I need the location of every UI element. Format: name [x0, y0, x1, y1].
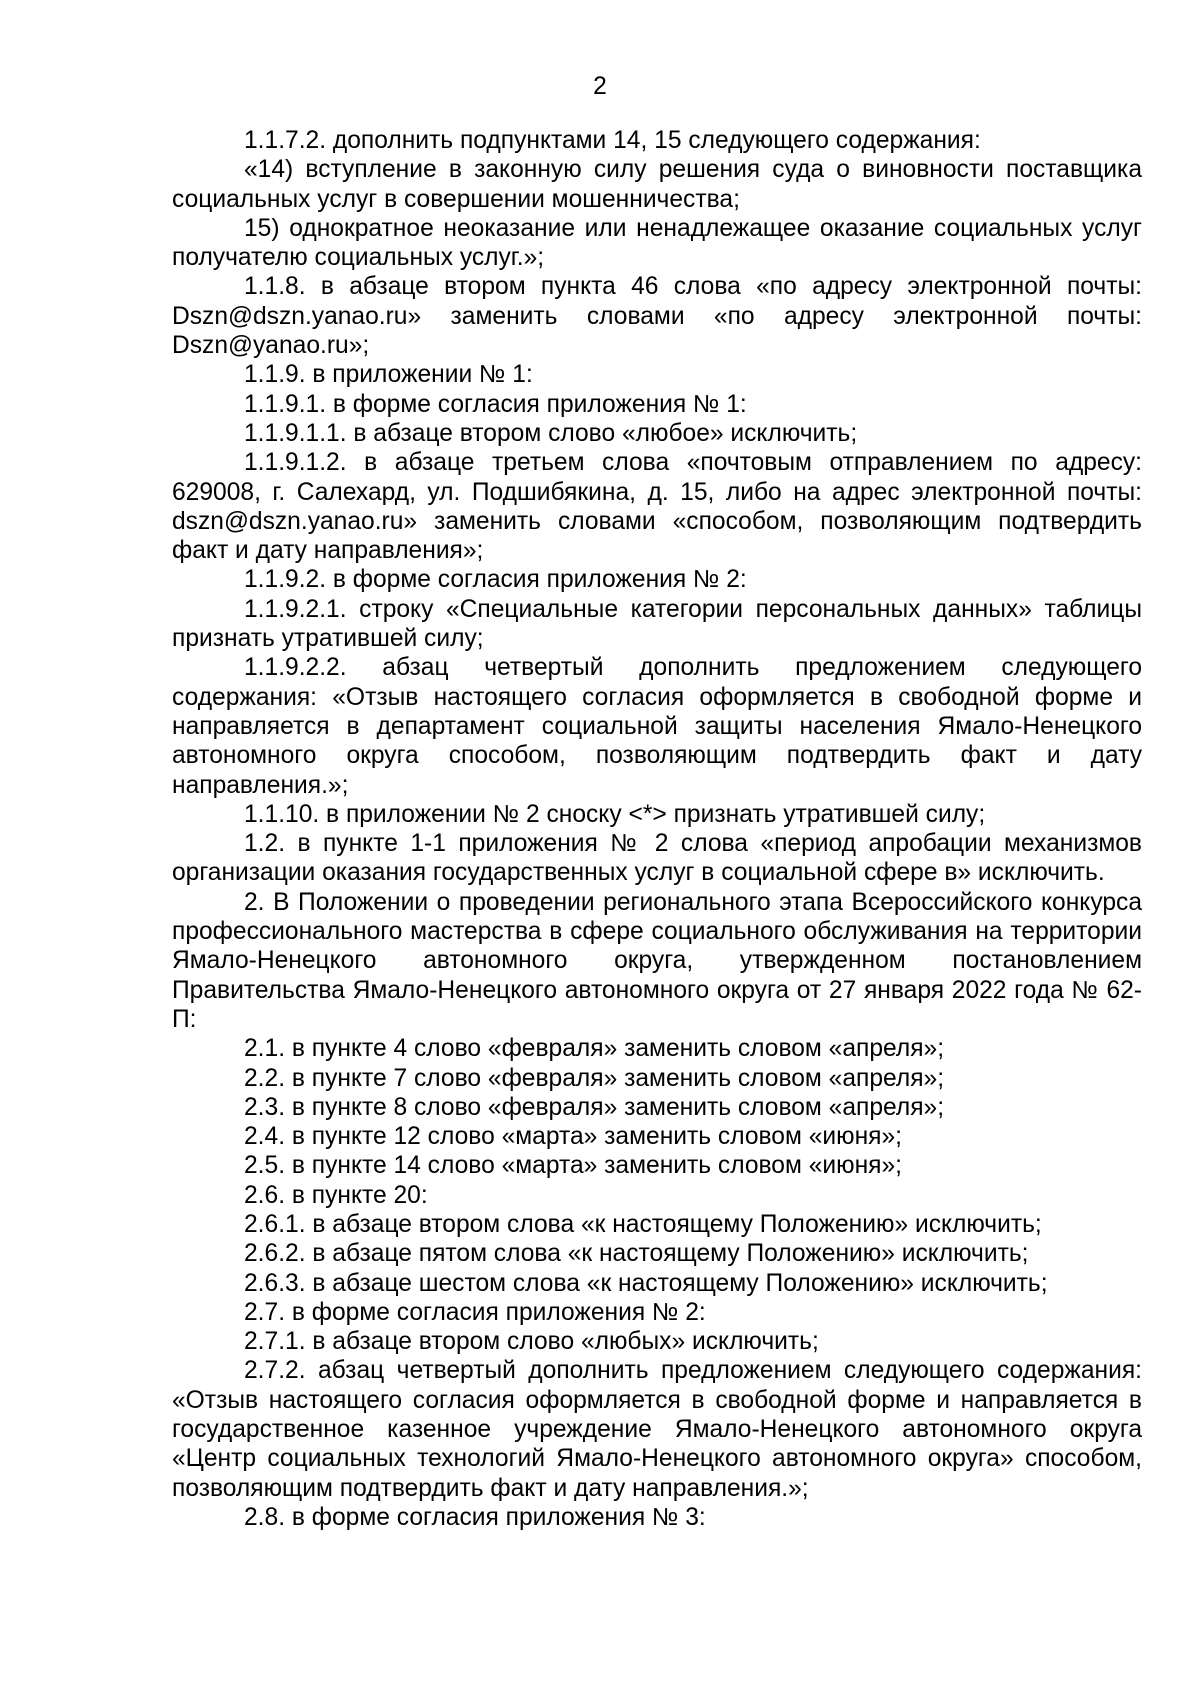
- document-body: [172, 126, 1142, 1532]
- paragraph: 2.6.2. в абзаце пятом слова «к настоящему Положению» исключить;: [244, 1240, 1029, 1268]
- paragraph: 1.1.10. в приложении № 2 сноску <*> признать утратившей силу;: [244, 800, 986, 828]
- paragraph: 2.6. в пункте 20:: [244, 1181, 428, 1209]
- paragraph: 2.6.3. в абзаце шестом слова «к настоящему Положению» исключить;: [244, 1269, 1048, 1297]
- paragraph: 1.1.9.2.1. строку «Специальные категории персональных данных» таблицы признать утратившей силу;: [172, 595, 1142, 653]
- paragraph: 2.8. в форме согласия приложения № 3:: [244, 1503, 706, 1531]
- paragraph: 1.1.9. в приложении № 1:: [244, 361, 533, 389]
- paragraph: 15) однократное неоказание или ненадлежащее оказание социальных услуг получателю социальных услуг.»;: [172, 214, 1142, 272]
- paragraph: 2.3. в пункте 8 слово «февраля» заменить словом «апреля»;: [244, 1093, 945, 1121]
- paragraph: 2.2. в пункте 7 слово «февраля» заменить словом «апреля»;: [244, 1064, 945, 1092]
- paragraph: 1.2. в пункте 1-1 приложения № 2 слова «период апробации механизмов организации оказания государственных услуг в социальной сфере в» исключить.: [172, 830, 1142, 887]
- paragraph: 2.4. в пункте 12 слово «марта» заменить словом «июня»;: [244, 1123, 903, 1151]
- paragraph: 2.7. в форме согласия приложения № 2:: [244, 1298, 706, 1326]
- paragraph: 2.5. в пункте 14 слово «марта» заменить словом «июня»;: [244, 1152, 903, 1180]
- paragraph: 1.1.9.1.1. в абзаце втором слово «любое» исключить;: [244, 419, 858, 447]
- paragraph: 1.1.9.1.2. в абзаце третьем слова «почтовым отправлением по адресу: 629008, г. Салехард, ул. Подшибякина, д. 15, либо на адрес электронной почты: dszn@dszn.yanao.ru» заменить словами «способом, позволяющим подтвердить факт и дату направления»;: [172, 449, 1142, 565]
- paragraph: 2. В Положении о проведении регионального этапа Всероссийского конкурса профессионального мастерства в сфере социального обслуживания на территории Ямало-Ненецкого автономного округа, утвержденном постановлением Правительства Ямало-Ненецкого автономного округа от 27 января 2022 года № 62-П:: [172, 888, 1142, 1033]
- paragraph: «14) вступление в законную силу решения суда о виновности поставщика социальных услуг в совершении мошенничества;: [172, 156, 1142, 213]
- paragraph: 2.6.1. в абзаце втором слова «к настоящему Положению» исключить;: [244, 1210, 1042, 1238]
- paragraph: 2.7.2. абзац четвертый дополнить предложением следующего содержания: «Отзыв настоящего согласия оформляется в свободной форме и направляется в государственное казенное учреждение Ямало-Ненецкого автономного округа «Центр социальных технологий Ямало-Ненецкого автономного округа» способом, позволяющим подтвердить факт и дату направления.»;: [172, 1357, 1142, 1502]
- paragraph: 2.7.1. в абзаце втором слово «любых» исключить;: [244, 1328, 819, 1356]
- page-number: 2: [593, 73, 607, 100]
- paragraph: 1.1.8. в абзаце втором пункта 46 слова «по адресу электронной почты: Dszn@dszn.yanao.ru» заменить словами «по адресу электронной почты: Dszn@yanao.ru»;: [172, 273, 1142, 360]
- paragraph: 1.1.9.2. в форме согласия приложения № 2:: [244, 566, 747, 594]
- paragraph: 1.1.7.2. дополнить подпунктами 14, 15 следующего содержания:: [244, 127, 981, 154]
- paragraph: 1.1.9.2.2. абзац четвертый дополнить предложением следующего содержания: «Отзыв настоящего согласия оформляется в свободной форме и направляется в департамент социальной защиты населения Ямало-Ненецкого автономного округа способом, позволяющим подтвердить факт и дату направления.»;: [172, 654, 1142, 799]
- paragraph: 1.1.9.1. в форме согласия приложения № 1:: [244, 390, 747, 418]
- paragraph: 2.1. в пункте 4 слово «февраля» заменить словом «апреля»;: [244, 1035, 945, 1063]
